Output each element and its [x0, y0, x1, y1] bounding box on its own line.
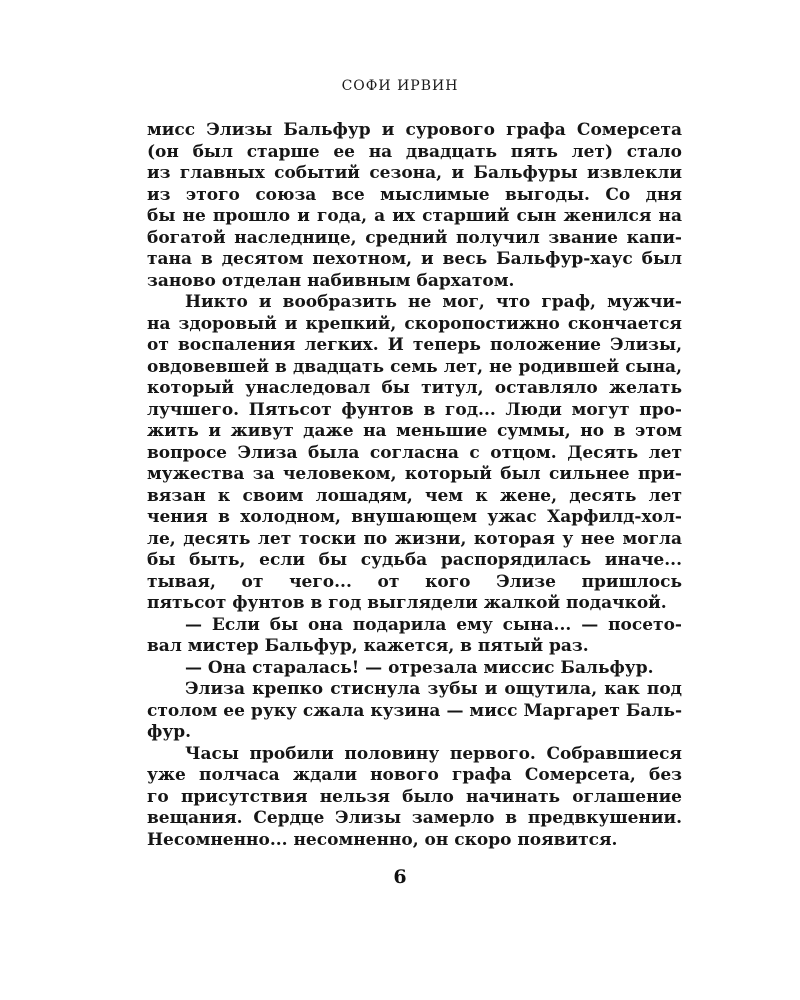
text-line: (он был старше ее на двадцать пять лет) стало: [147, 141, 682, 162]
text-line: заново отделан набивным бархатом.: [147, 270, 515, 291]
text-line: — Она старалась! — отрезала миссис Бальфур.: [185, 657, 654, 678]
paragraph: [147, 120, 682, 292]
text-line: го присутствия нельзя было начинать оглашение: [147, 786, 682, 807]
text-line: на здоровый и крепкий, скоропостижно скончается: [147, 313, 682, 334]
text-line: богатой наследнице, средний получил звание капи-: [147, 227, 682, 248]
paragraph: [147, 744, 682, 852]
text-line: тана в десятом пехотном, и весь Бальфур-хаус был: [147, 249, 682, 269]
text-line: Часы пробили половину первого. Собравшиеся: [185, 743, 682, 764]
text-line: бы не прошло и года, а их старший сын женился на: [147, 206, 682, 226]
text-line: вал мистер Бальфур, кажется, в пятый раз.: [147, 636, 589, 656]
text-line: мужества за человеком, который был сильнее при-: [147, 464, 682, 484]
text-line: чения в холодном, внушающем ужас Харфилд-хол-: [147, 507, 682, 527]
text-line: жить и живут даже на меньшие суммы, но в этом: [147, 421, 682, 441]
text-line: — Если бы она подарила ему сына... — посето-: [185, 614, 682, 635]
running-head-author: СОФИ ИРВИН: [341, 78, 459, 94]
text-line: ле, десять лет тоски по жизни, которая у нее могла: [147, 528, 682, 549]
text-line: Несомненно... несомненно, он скоро появится.: [147, 829, 618, 850]
text-line: овдовевшей в двадцать семь лет, не родившей сына,: [147, 356, 682, 377]
paragraph: [147, 615, 682, 658]
text-line: лучшего. Пятьсот фунтов в год... Люди могут про-: [147, 399, 682, 420]
text-line: тывая, от чего... от кого Элизе пришлось: [147, 571, 682, 592]
paragraph: [147, 679, 682, 744]
text-line: вещания. Сердце Элизы замерло в предвкушении.: [147, 808, 682, 828]
text-line: бы быть, если бы судьба распорядилась иначе...: [147, 550, 682, 570]
text-line: из этого союза все мыслимые выгоды. Со дня: [147, 184, 682, 205]
text-line: фур.: [147, 722, 192, 742]
text-line: мисс Элизы Бальфур и сурового графа Сомерсета: [147, 120, 682, 140]
text-line: который унаследовал бы титул, оставляло желать: [147, 378, 682, 398]
text-line: пятьсот фунтов в год выглядели жалкой подачкой.: [147, 593, 667, 613]
text-line: уже полчаса ждали нового графа Сомерсета, без: [147, 765, 682, 785]
text-line: столом ее руку сжала кузина — мисс Маргарет Баль-: [147, 700, 682, 721]
paragraph: [147, 292, 682, 615]
text-line: вязан к своим лошадям, чем к жене, десять лет: [147, 485, 682, 506]
page-number: 6: [393, 866, 407, 888]
text-line: Никто и вообразить не мог, что граф, мужчи-: [185, 292, 682, 312]
body-text: [147, 120, 682, 851]
paragraph: [147, 658, 682, 680]
text-line: Элиза крепко стиснула зубы и ощутила, как под: [185, 679, 682, 699]
text-line: от воспаления легких. И теперь положение Элизы,: [147, 335, 682, 355]
text-line: из главных событий сезона, и Бальфуры извлекли: [147, 163, 682, 183]
text-line: вопросе Элиза была согласна с отцом. Десять лет: [147, 442, 682, 463]
